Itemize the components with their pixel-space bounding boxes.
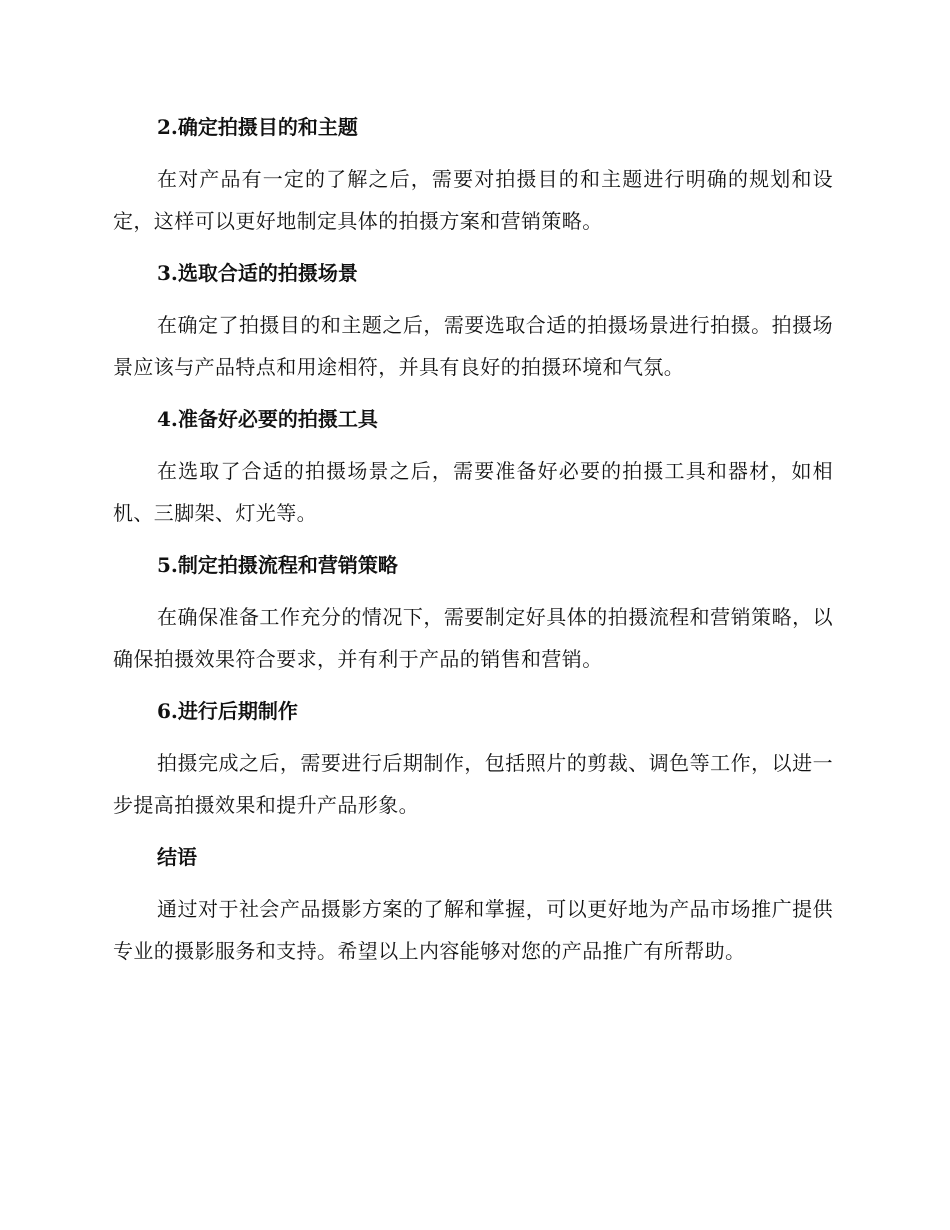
section-heading: 3.选取合适的拍摄场景 bbox=[157, 261, 358, 285]
section-heading: 6.进行后期制作 bbox=[157, 699, 298, 723]
section-heading: 2.确定拍摄目的和主题 bbox=[157, 115, 358, 139]
section-heading: 5.制定拍摄流程和营销策略 bbox=[157, 553, 398, 577]
document-page bbox=[113, 106, 833, 972]
section-conclusion bbox=[113, 836, 833, 972]
section-paragraph: 在确保准备工作充分的情况下，需要制定好具体的拍摄流程和营销策略，以确保拍摄效果符合要求，并有利于产品的销售和营销。 bbox=[113, 605, 833, 671]
section-scene bbox=[113, 252, 833, 388]
section-paragraph: 通过对于社会产品摄影方案的了解和掌握，可以更好地为产品市场推广提供专业的摄影服务和支持。希望以上内容能够对您的产品推广有所帮助。 bbox=[113, 897, 833, 963]
section-purpose-theme bbox=[113, 106, 833, 242]
section-post-production bbox=[113, 690, 833, 826]
section-heading: 结语 bbox=[157, 845, 197, 869]
section-paragraph: 在确定了拍摄目的和主题之后，需要选取合适的拍摄场景进行拍摄。拍摄场景应该与产品特点和用途相符，并具有良好的拍摄环境和气氛。 bbox=[113, 313, 833, 379]
section-heading: 4.准备好必要的拍摄工具 bbox=[157, 407, 378, 431]
section-paragraph: 拍摄完成之后，需要进行后期制作，包括照片的剪裁、调色等工作，以进一步提高拍摄效果和提升产品形象。 bbox=[113, 751, 833, 817]
section-process-strategy bbox=[113, 544, 833, 680]
section-tools bbox=[113, 398, 833, 534]
section-paragraph: 在选取了合适的拍摄场景之后，需要准备好必要的拍摄工具和器材，如相机、三脚架、灯光等。 bbox=[113, 459, 833, 525]
section-paragraph: 在对产品有一定的了解之后，需要对拍摄目的和主题进行明确的规划和设定，这样可以更好地制定具体的拍摄方案和营销策略。 bbox=[113, 167, 833, 233]
